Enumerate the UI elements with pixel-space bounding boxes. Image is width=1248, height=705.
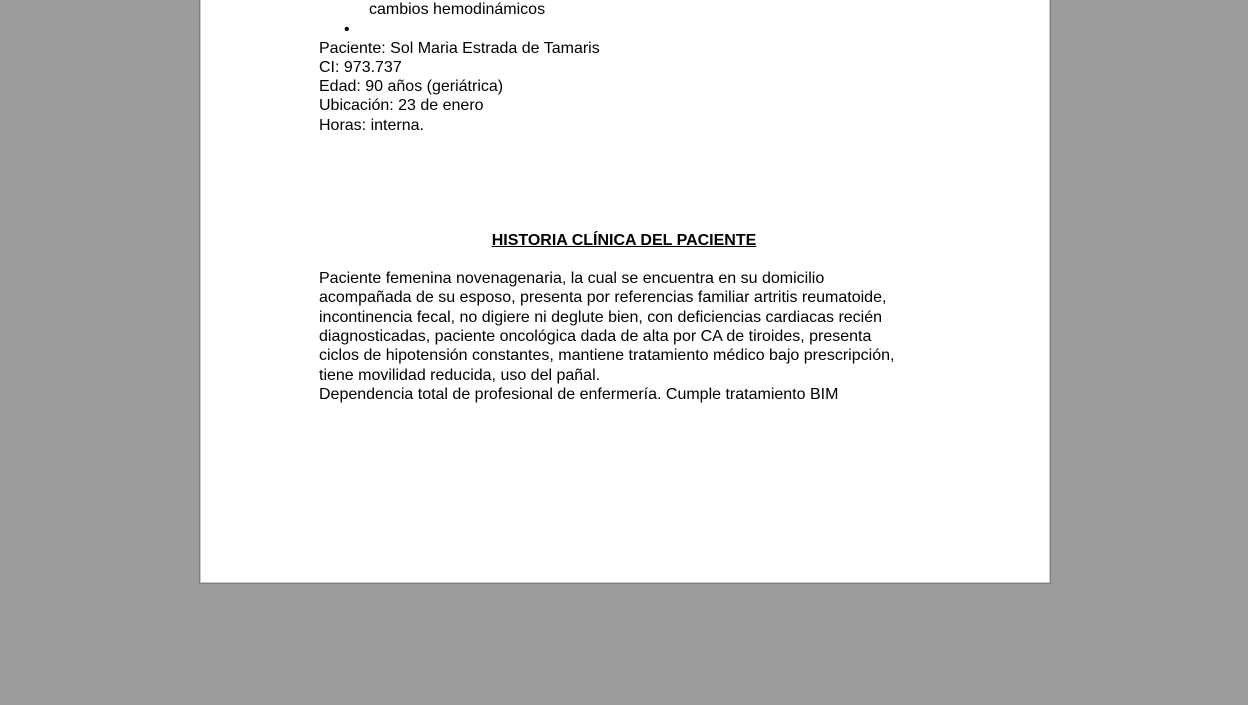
history-line: acompañada de su esposo, presenta por referencias familiar artritis reumatoide, [319,289,887,307]
patient-info [319,39,929,135]
list-item-line-2: cambios hemodinámicos [369,1,546,19]
patient-age: Edad: 90 años (geriátrica) [319,78,504,96]
history-line: diagnosticadas, paciente oncológica dada de alta por CA de tiroides, presenta [319,327,872,345]
patient-ci: CI: 973.737 [319,58,402,76]
history-title: HISTORIA CLÍNICA DEL PACIENTE [491,232,757,250]
history-line: tiene movilidad reducida, uso del pañal. [319,366,601,384]
bullet-list [319,0,929,39]
patient-location: Ubicación: 23 de enero [319,97,484,115]
document-page [199,0,1051,584]
history-dependency: Dependencia total de profesional de enfermería. Cumple tratamiento BIM [319,385,839,403]
patient-name: Paciente: Sol Maria Estrada de Tamaris [319,39,600,57]
history-line: Paciente femenina novenagenaria, la cual se encuentra en su domicilio [319,270,825,288]
history-paragraph [319,269,929,404]
history-line: ciclos de hipotensión constantes, mantiene tratamiento médico bajo prescripción, [319,347,895,365]
list-item [319,0,929,20]
bullet-icon: • [344,20,350,38]
patient-hours: Horas: interna. [319,116,424,134]
page-content [319,0,929,404]
list-item-empty [319,20,929,39]
history-line: incontinencia fecal, no digiere ni deglute bien, con deficiencias cardiacas recién [319,308,883,326]
